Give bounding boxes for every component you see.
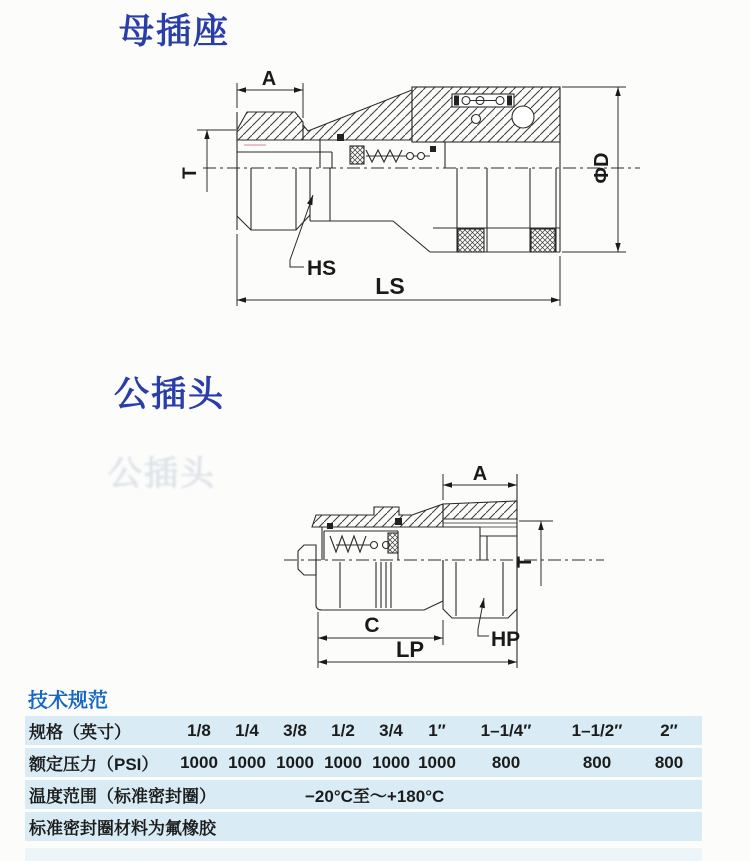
spec-cell: 1000	[228, 752, 266, 772]
spec-cell: 1000	[418, 752, 456, 772]
spec-cell: 1/2	[331, 720, 355, 740]
dim-label-phi-d: ΦD	[591, 152, 613, 184]
dim-t	[519, 521, 553, 586]
dim-label-ls: LS	[375, 273, 405, 299]
spec-cell: 1/4	[235, 720, 259, 740]
spec-temp-value: −20°C至～+180°C	[305, 787, 445, 806]
specs-section-title: 技术规范	[28, 690, 108, 712]
spec-cell: 1–1/2″	[571, 720, 623, 740]
footer-tint-band	[25, 848, 702, 861]
detent	[472, 115, 481, 124]
spec-row-pressure	[25, 748, 702, 777]
dim-label-t: T	[180, 167, 201, 179]
spec-row-temperature	[25, 780, 702, 809]
spec-row-label: 温度范围（标准密封圈）	[29, 787, 216, 806]
spec-cell: 1/8	[187, 720, 211, 740]
spec-cell: 1–1/4″	[480, 720, 532, 740]
spec-cell: 800	[491, 752, 521, 772]
male-plug-drawing	[280, 455, 610, 703]
female-socket-drawing	[170, 60, 650, 322]
hex-section-upper	[237, 112, 303, 140]
spec-cell: 3/4	[379, 720, 403, 740]
spec-cell: 1000	[372, 752, 410, 772]
dim-label-hp: HP	[491, 628, 521, 651]
knurl-band	[458, 229, 484, 252]
hex-lower	[237, 168, 310, 230]
male-plug-watermark: 公插头	[108, 455, 216, 493]
spec-cell: 1000	[180, 752, 218, 772]
leader-hp	[478, 598, 489, 636]
male-plug-title: 公插头	[114, 375, 226, 414]
spec-cell: 1000	[276, 752, 314, 772]
dim-c	[318, 612, 443, 668]
dim-label-t: T	[515, 556, 536, 568]
spec-cell: 1000	[324, 752, 362, 772]
female-socket-title: 母插座	[119, 12, 231, 51]
dim-label-c: C	[364, 614, 380, 637]
spec-row-label: 标准密封圈材料为氟橡胶	[29, 819, 216, 838]
cone-section-upper	[303, 90, 412, 140]
spec-cell: 800	[654, 752, 684, 772]
knurl-band	[531, 229, 555, 252]
dim-label-hs: HS	[307, 257, 337, 280]
spec-cell: 2″	[660, 720, 678, 740]
hex-section-upper	[443, 501, 517, 519]
spec-row-seal-material	[25, 812, 702, 841]
spec-cell: 1″	[428, 720, 446, 740]
dim-label-a: A	[472, 463, 488, 485]
locking-ball	[512, 106, 534, 128]
dim-label-a: A	[261, 68, 277, 90]
dim-t	[197, 130, 236, 192]
spec-cell: 800	[582, 752, 612, 772]
spec-cell: 3/8	[283, 720, 307, 740]
spec-row-label: 额定压力（PSI）	[29, 755, 159, 774]
spec-row-size	[25, 716, 702, 745]
body-lower	[316, 560, 443, 610]
dim-label-lp: LP	[395, 637, 425, 662]
hex-lower	[443, 560, 517, 618]
spec-row-label: 规格（英寸）	[29, 723, 131, 742]
